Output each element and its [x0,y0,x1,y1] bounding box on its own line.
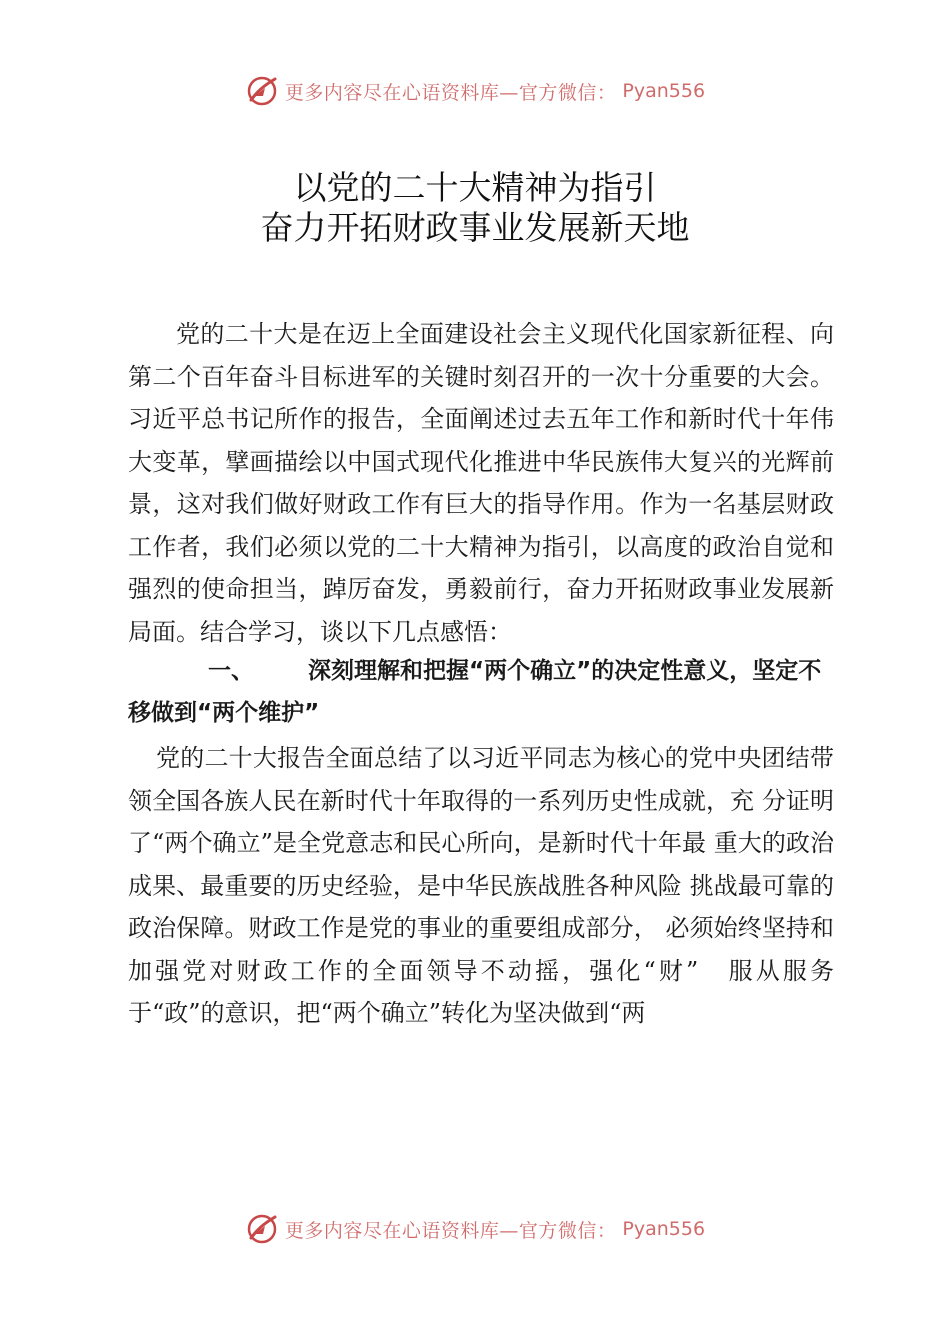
brush-logo-icon [245,74,279,108]
document-title [0,168,950,248]
section-heading [128,650,834,734]
title-line-2: 奋力开拓财政事业发展新天地 [260,208,690,247]
paragraph-intro: 党的二十大是在迈上全面建设社会主义现代化国家新征程、向第二个百年奋斗目标进军的关键时刻召开的一次十分重要的大会。习近平总书记所作的报告，全面阐述过去五年工作和新时代十年伟大变革，擘画描绘以中国式现代化推进中华民族伟大复兴的光辉前景，这对我们做好财政工作有巨大的指导作用。作为一名基层财政工作者，我们必须以党的二十大精神为指引，以高度的政治自觉和强烈的使命担当，踔厉奋发，勇毅前行，奋力开拓财政事业发展新局面。结合学习，谈以下几点感悟： [128,320,834,646]
footer-watermark [0,1212,950,1246]
brush-logo-icon [245,1212,279,1246]
section-number: 一、 [208,658,254,684]
watermark-text: 更多内容尽在心语资料库—官方微信： [284,1219,617,1242]
title-line-1: 以党的二十大精神为指引 [293,168,657,207]
section-heading-text: 深刻理解和把握“两个确立”的决定性意义，坚定不移做到“两个维护” [128,658,822,726]
watermark-text: 更多内容尽在心语资料库—官方微信： [284,81,617,104]
header-watermark [0,74,950,108]
paragraph-section-1: 党的二十大报告全面总结了以习近平同志为核心的党中央团结带领全国各族人民在新时代十年取得的一系列历史性成就，充 分证明了“两个确立”是全党意志和民心所向，是新时代十年最 重大的政治成果、最重要的历史经验，是中华民族战胜各种风险 挑战最可靠的政治保障。财政工作是党的事业的重要组成部分， 必须始终坚持和加强党对财政工作的全面领导不动摇，强化“财” 服从服务于“政”的意识，把“两个确立”转化为坚决做到“两 [128,744,834,1027]
watermark-wechat-id: Pyan556 [622,1218,706,1240]
watermark-wechat-id: Pyan556 [622,80,706,102]
